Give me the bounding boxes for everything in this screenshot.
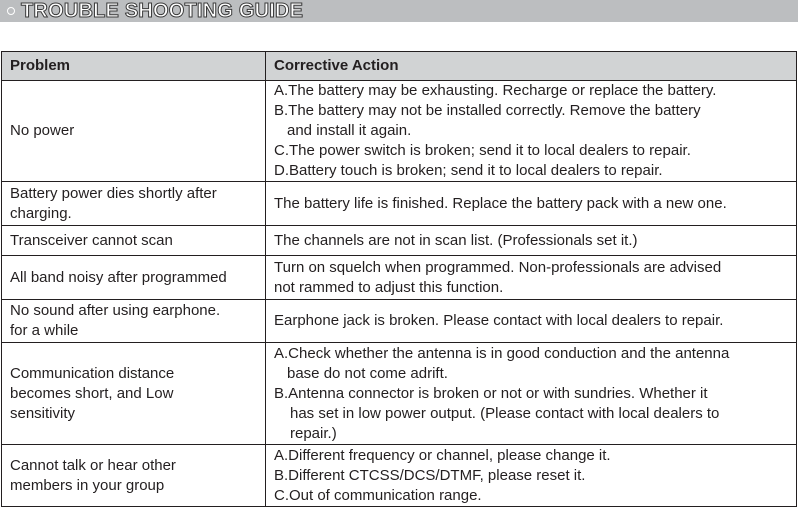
action-text: C.The power switch is broken; send it to local dealers to repair. [274, 142, 691, 159]
action-text: base do not come adrift. [287, 364, 448, 382]
problem-text: sensitivity [10, 404, 76, 422]
column-header-corrective-action: Corrective Action [266, 52, 797, 81]
problem-text: No sound after using earphone. [10, 302, 221, 319]
problem-cell [2, 182, 266, 226]
table-row [2, 182, 797, 226]
action-text: D.Battery touch is broken; send it to local dealers to repair. [274, 162, 663, 179]
action-cell [266, 256, 797, 300]
action-text: not rammed to adjust this function. [274, 278, 504, 296]
action-cell [266, 226, 797, 256]
action-cell [266, 445, 797, 507]
problem-cell [2, 226, 266, 256]
action-cell [266, 81, 797, 182]
troubleshooting-table [1, 51, 797, 507]
table-row [2, 445, 797, 507]
problem-text: Communication distance [10, 364, 175, 382]
page-title: TROUBLE SHOOTING GUIDE [21, 0, 304, 22]
problem-text: Battery power dies shortly after [10, 184, 217, 202]
action-cell [266, 343, 797, 445]
problem-text: members in your group [10, 476, 165, 494]
table-row [2, 81, 797, 182]
problem-cell [2, 81, 266, 182]
table-header-row [2, 52, 797, 81]
problem-cell [2, 343, 266, 445]
column-header-problem: Problem [2, 52, 266, 81]
action-text: B.Different CTCSS/DCS/DTMF, please reset it. [274, 466, 586, 484]
problem-text: Transceiver cannot scan [10, 231, 173, 249]
table-row [2, 300, 797, 343]
table-row [2, 343, 797, 445]
action-text: and install it again. [287, 122, 412, 139]
table-row [2, 226, 797, 256]
problem-cell [2, 256, 266, 300]
action-text: A.Check whether the antenna is in good conduction and the antenna [274, 344, 730, 362]
action-text: has set in low power output. (Please contact with local dealers to [290, 404, 720, 422]
bullet-circle-icon [7, 7, 15, 15]
table-row [2, 256, 797, 300]
action-text: Turn on squelch when programmed. Non-professionals are advised [274, 258, 722, 276]
action-text: B.The battery may not be installed correctly. Remove the battery [274, 102, 701, 119]
problem-cell [2, 300, 266, 343]
problem-text: becomes short, and Low [10, 384, 174, 402]
action-text: The channels are not in scan list. (Professionals set it.) [274, 231, 638, 249]
action-cell [266, 182, 797, 226]
action-cell [266, 300, 797, 343]
problem-text: for a while [10, 322, 79, 339]
action-text: The battery life is finished. Replace the battery pack with a new one. [274, 194, 727, 212]
section-banner [0, 0, 798, 22]
action-text: C.Out of communication range. [274, 486, 482, 504]
problem-text: charging. [10, 204, 72, 222]
action-text: A.Different frequency or channel, please change it. [274, 446, 611, 464]
problem-text: All band noisy after programmed [10, 268, 227, 286]
action-text: repair.) [290, 424, 337, 442]
action-text: A.The battery may be exhausting. Recharge or replace the battery. [274, 82, 717, 99]
problem-cell [2, 445, 266, 507]
problem-text: No power [10, 122, 75, 139]
action-text: Earphone jack is broken. Please contact with local dealers to repair. [274, 312, 724, 329]
action-text: B.Antenna connector is broken or not or with sundries. Whether it [274, 384, 708, 402]
problem-text: Cannot talk or hear other [10, 456, 176, 474]
